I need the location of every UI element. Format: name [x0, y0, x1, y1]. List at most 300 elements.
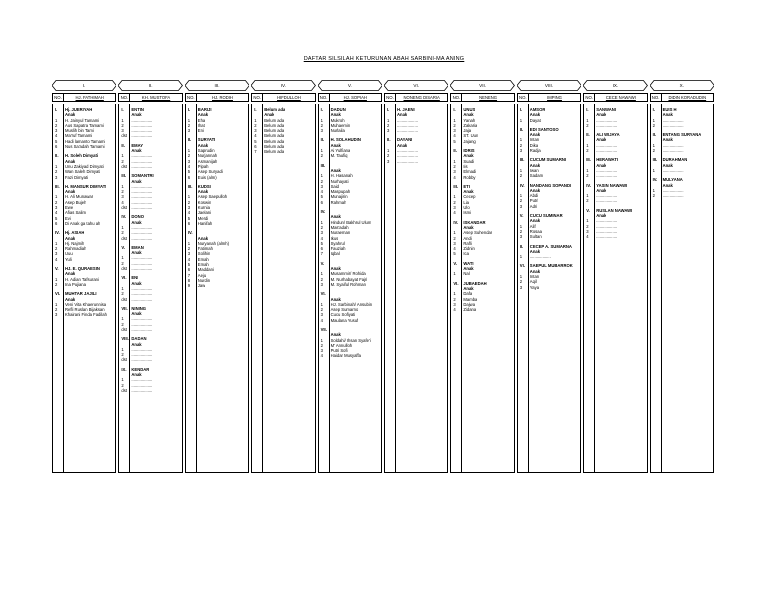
- grandchild-number: 1: [519, 137, 523, 143]
- child-number: II.: [121, 142, 125, 148]
- grandchild-number: 2: [187, 246, 191, 252]
- anak-label: Anak: [463, 266, 474, 272]
- grandchild-number: 3: [320, 183, 323, 189]
- column-body: [185, 104, 249, 473]
- anak-label: Anak: [529, 187, 541, 193]
- grandchild-number: 2: [519, 198, 523, 204]
- anak-label: Anak: [330, 296, 341, 302]
- grandchild-number: 2: [187, 199, 191, 205]
- parent-name: HJ. SOPIAH: [343, 95, 367, 100]
- child-name: EMAN: [131, 244, 144, 250]
- grandchild-number: 5: [187, 215, 191, 221]
- grandchild-name: Uuu: [65, 251, 73, 257]
- grandchild-name: ..................: [662, 142, 684, 148]
- grandchild-name: H. Ali Munawar: [65, 194, 94, 200]
- grandchild-name: Maspupah: [330, 189, 351, 195]
- grandchild-row: [451, 271, 513, 276]
- grandchild-row: [53, 175, 115, 180]
- grandchild-name: HJ. Sarbinah/ Ansubin: [330, 301, 373, 307]
- grandchild-name: ..................: [596, 228, 618, 234]
- grandchild-name: Aus Sapatra Tamami: [65, 122, 104, 128]
- grandchild-row: [319, 353, 381, 358]
- grandchild-row: [119, 164, 181, 169]
- grandchild-number: 2: [519, 279, 523, 285]
- child-number: III.: [55, 183, 60, 189]
- child-group: [451, 220, 513, 257]
- child-name: NINING: [131, 305, 147, 311]
- grandchild-number: 2: [453, 122, 456, 128]
- grandchild-name: ..................: [596, 142, 618, 148]
- grandchild-number: 3: [121, 194, 124, 200]
- grandchild-number: 2: [519, 142, 523, 148]
- grandchild-name: Ismi: [463, 210, 472, 216]
- grandchild-name: ..................: [131, 230, 153, 236]
- column-roman: VI.: [413, 83, 419, 88]
- grandchild-name: H. Adian Tafsurani: [65, 276, 99, 282]
- grandchild-number: 7: [320, 251, 323, 257]
- grandchild-number: 1: [121, 117, 124, 123]
- grandchild-row: [651, 168, 713, 173]
- child-group: [651, 157, 713, 173]
- grandchild-name: ..................: [131, 163, 153, 169]
- grandchild-name: ..................: [662, 117, 684, 123]
- no-label: NO.: [651, 94, 662, 101]
- grandchild-number: dst: [121, 296, 127, 302]
- grandchild-name: Putri: [529, 198, 539, 204]
- grandchild-name: ..................: [596, 198, 618, 204]
- grandchild-name: Yanah: [463, 117, 476, 123]
- child-name: CECEP A. SUMARNA: [529, 243, 572, 249]
- child-group: [385, 137, 447, 163]
- grandchild-number: 2: [320, 276, 323, 282]
- grandchild-number: 2: [121, 291, 124, 297]
- grandchild-name: Zidana: [463, 307, 477, 313]
- parent-name: NONENG DISARIA: [403, 95, 440, 100]
- column-body: [650, 104, 714, 473]
- grandchild-name: Muhaemin: [330, 122, 351, 128]
- grandchild-number: 1: [387, 148, 390, 154]
- child-number: I.: [121, 107, 124, 112]
- grandchild-name: ..................: [131, 205, 153, 211]
- grandchild-number: 2: [519, 228, 523, 234]
- column-header: [118, 80, 182, 91]
- column-9: [583, 80, 647, 473]
- column-roman: II.: [148, 83, 153, 88]
- column-body: [318, 104, 382, 473]
- grandchild-name: Iis: [463, 163, 468, 169]
- child-name: KENDAR: [131, 366, 150, 372]
- grandchild-name: Suadi: [463, 158, 475, 164]
- grandchild-number: 1: [121, 285, 124, 291]
- grandchild-number: 5: [320, 194, 323, 200]
- anak-label: Anak: [330, 167, 341, 173]
- grandchild-number: 3: [187, 158, 191, 164]
- anak-label: Anak: [463, 224, 474, 230]
- column-body: [517, 104, 581, 473]
- grandchild-number: 1: [121, 255, 124, 261]
- grandchild-number: dst: [121, 357, 127, 363]
- page-title: DAFTAR SILSILAH KETURUNAN ABAH SARBINI-MA ANING: [303, 56, 465, 62]
- child-group: [252, 107, 314, 155]
- anak-label: Anak: [397, 142, 408, 148]
- anak-label: Anak: [662, 182, 673, 188]
- column-header: [185, 80, 249, 91]
- child-number: V.: [519, 213, 524, 219]
- grandchild-name: Ewe: [65, 205, 74, 211]
- grandchild-number: 1: [320, 337, 323, 343]
- grandchild-number: 4: [453, 210, 456, 216]
- grandchild-name: Rahmah: [330, 199, 347, 205]
- child-number: III.: [121, 173, 127, 179]
- child-number: I.: [586, 107, 589, 112]
- grandchild-name: Asep Sumarno: [330, 307, 359, 313]
- grandchild-number: 1: [387, 117, 390, 123]
- grandchild-name: Dajwa: [463, 301, 476, 307]
- grandchild-number: 2: [586, 148, 589, 154]
- anak-label: Anak: [65, 112, 76, 118]
- anak-label: Anak: [131, 178, 142, 184]
- grandchild-number: 1: [320, 173, 323, 179]
- grandchild-number: 2: [121, 122, 124, 128]
- grandchild-number: 7: [187, 272, 191, 278]
- grandchild-number: 1: [55, 163, 58, 169]
- grandchild-name: Said: [330, 183, 339, 189]
- grandchild-number: 2: [320, 342, 323, 348]
- grandchild-number: 1: [519, 274, 523, 280]
- child-name: Belum ada: [264, 107, 286, 112]
- grandchild-number: 6: [254, 144, 257, 150]
- child-group: [584, 157, 646, 178]
- grandchild-number: 4: [254, 133, 257, 139]
- grandchild-number: 2: [387, 122, 390, 128]
- column-roman: IV.: [280, 83, 286, 88]
- anak-label: Anak: [529, 248, 541, 254]
- child-number: VI.: [320, 291, 326, 297]
- child-group: [319, 261, 381, 287]
- child-group: [119, 275, 181, 301]
- anak-label: Anak: [197, 112, 209, 118]
- child-number: II.: [187, 137, 192, 143]
- grandchild-name: M. Taufiq: [330, 153, 348, 159]
- anak-label: Anak: [529, 268, 541, 274]
- grandchild-number: 2: [652, 193, 655, 199]
- grandchild-name: Emah: [197, 262, 209, 268]
- grandchild-number: 4: [55, 210, 58, 216]
- child-number: II.: [453, 148, 457, 154]
- grandchild-name: Soldahi/ Ihsan Syafe'i: [330, 337, 371, 343]
- child-number: V.: [586, 207, 590, 213]
- grandchild-name: Kurnia: [197, 205, 210, 211]
- grandchild-name: Radja: [529, 148, 541, 154]
- grandchild-name: Robby: [463, 174, 476, 180]
- grandchild-name: Nal: [463, 271, 470, 277]
- grandchild-name: ..................: [397, 122, 418, 128]
- child-name: SURYATI: [197, 137, 216, 143]
- grandchild-name: ..................: [596, 193, 618, 199]
- grandchild-row: [518, 234, 580, 239]
- grandchild-number: dst: [121, 163, 127, 169]
- grandchild-number: 2: [55, 199, 58, 205]
- child-number: I.: [320, 107, 323, 112]
- grandchild-number: 4: [453, 307, 456, 313]
- child-group: [119, 173, 181, 210]
- grandchild-number: 1: [519, 167, 523, 173]
- grandchild-number: 3: [187, 251, 191, 257]
- divider: [262, 104, 263, 472]
- grandchild-number: 3: [55, 205, 58, 211]
- child-group: [53, 153, 115, 179]
- child-name: Hj. JUERIYAH: [65, 107, 93, 112]
- grandchild-number: 2: [55, 169, 58, 175]
- grandchild-row: [119, 133, 181, 138]
- grandchild-number: 1: [586, 193, 589, 199]
- grandchild-number: 2: [187, 153, 191, 159]
- child-group: [319, 107, 381, 133]
- child-group: [518, 107, 580, 123]
- child-group: [584, 208, 646, 240]
- anak-label: Anak: [463, 112, 474, 118]
- anak-label: Anak: [131, 280, 142, 286]
- anak-label: Anak: [463, 189, 474, 195]
- grandchild-number: 3: [320, 312, 323, 318]
- grandchild-number: dst: [121, 387, 127, 393]
- column-3: [185, 80, 249, 473]
- grandchild-name: Ihat: [197, 122, 205, 128]
- anak-label: Anak: [596, 187, 607, 193]
- grandchild-number: 1: [652, 167, 655, 173]
- column-4: [251, 80, 315, 473]
- column-1: [52, 80, 116, 473]
- grandchild-number: 4: [55, 256, 58, 262]
- child-number: III.: [652, 157, 658, 163]
- grandchild-name: Nus Sa'adah Tamami: [65, 144, 105, 150]
- column-10: [650, 80, 714, 473]
- child-number: VI.: [121, 275, 127, 281]
- grandchild-row: [518, 173, 580, 178]
- grandchild-number: 2: [320, 178, 323, 184]
- grandchild-number: 3: [187, 128, 191, 134]
- child-name: KUDSI: [197, 183, 211, 189]
- grandchild-name: Rafli: [463, 240, 472, 246]
- child-group: [651, 132, 713, 153]
- child-number: IV.: [652, 177, 658, 183]
- grandchild-number: 8: [187, 277, 191, 283]
- grandchild-name: Merdi: [197, 215, 209, 221]
- grandchild-number: 2: [320, 224, 323, 230]
- grandchild-number: 6: [55, 220, 58, 226]
- grandchild-number: 2: [586, 173, 589, 179]
- child-group: [651, 177, 713, 198]
- column-header: [650, 80, 714, 91]
- parent-name: NENENG: [479, 95, 498, 100]
- column-header: [52, 80, 116, 91]
- grandchild-number: 6: [320, 199, 323, 205]
- grandchild-name: Aeju: [197, 272, 207, 278]
- column-subheader: [52, 93, 116, 102]
- no-label: NO.: [385, 94, 396, 101]
- child-number: I.: [519, 107, 523, 112]
- grandchild-name: Asep Suryadi: [197, 169, 223, 175]
- grandchild-number: 3: [453, 301, 456, 307]
- child-number: II.: [519, 243, 524, 249]
- grandchild-name: Iwan: [529, 167, 539, 173]
- child-group: [518, 213, 580, 239]
- grandchild-name: Munajirin: [330, 194, 348, 200]
- grandchild-name: Ina Pujiana: [65, 281, 86, 287]
- grandchild-number: 3: [320, 348, 323, 354]
- grandchild-name: Wan Saleh Dimyati: [65, 169, 101, 175]
- grandchild-row: [319, 318, 381, 323]
- child-number: IV.: [187, 230, 193, 236]
- child-name: DAYANI: [397, 137, 413, 143]
- grandchild-number: 2: [55, 307, 58, 313]
- column-roman: I.: [82, 83, 86, 88]
- grandchild-number: 2: [519, 173, 523, 179]
- anak-label: Anak: [529, 112, 541, 118]
- grandchild-name: ..................: [131, 158, 153, 164]
- grandchild-number: 1: [187, 148, 191, 154]
- child-group: [584, 183, 646, 204]
- column-body: [118, 104, 182, 473]
- grandchild-number: 1: [320, 301, 323, 307]
- grandchild-number: 3: [320, 230, 323, 236]
- grandchild-number: 1: [519, 223, 523, 229]
- grandchild-row: [186, 175, 248, 180]
- column-8: [517, 80, 581, 473]
- child-group: [119, 107, 181, 139]
- child-number: V.: [453, 260, 457, 266]
- grandchild-row: [451, 307, 513, 312]
- grandchild-number: 2: [55, 281, 58, 287]
- anak-label: Anak: [463, 285, 474, 291]
- grandchild-row: [584, 173, 646, 178]
- child-name: H. Soleh Dimyati: [65, 153, 99, 159]
- anak-label: Anak: [197, 189, 209, 195]
- grandchild-number: 3: [453, 205, 456, 211]
- grandchild-row: [518, 204, 580, 209]
- grandchild-number: 1: [187, 117, 191, 123]
- child-number: II.: [519, 126, 524, 132]
- grandchild-row: [53, 144, 115, 149]
- child-group: [584, 132, 646, 153]
- grandchild-number: 4: [320, 317, 323, 323]
- child-name: CUCU SUMINAR: [529, 213, 563, 219]
- grandchild-name: Maulana Yusuf: [330, 317, 359, 323]
- anak-label: Anak: [65, 296, 76, 302]
- grandchild-name: Iqbal: [330, 251, 340, 257]
- grandchild-number: 4: [453, 133, 456, 139]
- column-subheader: [650, 93, 714, 102]
- child-number: III.: [187, 183, 193, 189]
- column-body: [251, 104, 315, 473]
- grandchild-name: Dafa: [463, 291, 473, 297]
- child-name: HERAWATI: [596, 157, 618, 163]
- grandchild-number: dst: [121, 133, 127, 139]
- grandchild-name: ST. Uun: [463, 133, 479, 139]
- grandchild-number: 5: [453, 251, 456, 257]
- grandchild-name: Asep Saepulloh: [197, 194, 228, 200]
- column-roman: III.: [214, 83, 220, 88]
- child-name: Hj. ASIAH: [65, 230, 85, 236]
- grandchild-name: H. Hasanah: [330, 173, 353, 179]
- grandchild-name: M. Nurhabayat Fajri: [330, 276, 368, 282]
- grandchild-row: [319, 128, 381, 133]
- anak-label: Anak: [662, 162, 673, 168]
- anak-label: Anak: [131, 341, 142, 347]
- grandchild-number: 1: [187, 194, 191, 200]
- grandchild-name: Cecep: [463, 194, 476, 200]
- grandchild-name: ..................: [131, 266, 153, 272]
- grandchild-name: Musammir/ Rohida: [330, 271, 366, 277]
- grandchild-name: Belum ada: [264, 122, 285, 128]
- anak-label: Anak: [65, 271, 76, 277]
- no-label: NO.: [584, 94, 595, 101]
- child-name: ENTANG SURYANA: [662, 132, 702, 138]
- grandchild-name: Di Anak ga tahu ah: [65, 220, 101, 226]
- grandchild-number: 3: [519, 148, 523, 154]
- child-name: BARIJI: [197, 107, 212, 112]
- child-number: V.: [121, 244, 125, 250]
- child-number: IV.: [320, 209, 326, 215]
- grandchild-name: ..................: [596, 117, 618, 123]
- grandchild-number: 3: [519, 284, 523, 290]
- grandchild-row: [119, 236, 181, 241]
- child-group: [451, 184, 513, 216]
- grandchild-name: ..................: [397, 117, 418, 123]
- grandchild-name: Nurjannah: [197, 153, 218, 159]
- child-name: EMAY: [131, 142, 144, 148]
- grandchild-name: Asep Suhendar: [463, 230, 493, 236]
- child-number: VII.: [320, 326, 327, 332]
- column-7: [450, 80, 514, 473]
- child-number: I.: [652, 107, 655, 112]
- grandchild-name: ..................: [131, 235, 153, 241]
- grandchild-row: [385, 159, 447, 164]
- grandchild-row: [53, 282, 115, 287]
- anak-label: Anak: [596, 112, 607, 118]
- grandchild-number: 3: [519, 203, 523, 209]
- grandchild-name: Fatimah: [197, 246, 213, 252]
- column-body: [52, 104, 116, 473]
- grandchild-name: Intan: [529, 137, 540, 143]
- grandchild-row: [319, 251, 381, 256]
- grandchild-number: 1: [453, 271, 456, 277]
- grandchild-number: 3: [55, 174, 58, 180]
- grandchild-row: [53, 257, 115, 262]
- grandchild-number: 1: [254, 117, 257, 123]
- child-name: IDRIS: [463, 148, 475, 154]
- grandchild-number: 7: [254, 149, 257, 155]
- grandchild-name: Yaya: [529, 284, 540, 290]
- child-name: ISKANDAR: [463, 219, 486, 225]
- child-name: MULYANA: [662, 177, 683, 183]
- grandchild-name: Dayat: [529, 117, 541, 123]
- grandchild-number: 2: [320, 307, 323, 313]
- grandchild-number: 3: [453, 128, 456, 134]
- no-label: NO.: [451, 94, 462, 101]
- grandchild-row: [518, 148, 580, 153]
- grandchild-number: 1: [453, 158, 456, 164]
- grandchild-number: 2: [121, 230, 124, 236]
- grandchild-name: Belum ada: [264, 117, 285, 123]
- grandchild-row: [53, 221, 115, 226]
- child-number: III.: [586, 157, 591, 163]
- grandchild-number: 1: [121, 224, 124, 230]
- grandchild-name: Jajang: [463, 138, 476, 144]
- grandchild-number: 5: [55, 215, 58, 221]
- grandchild-name: Zidnin: [463, 246, 475, 252]
- grandchild-row: [186, 283, 248, 288]
